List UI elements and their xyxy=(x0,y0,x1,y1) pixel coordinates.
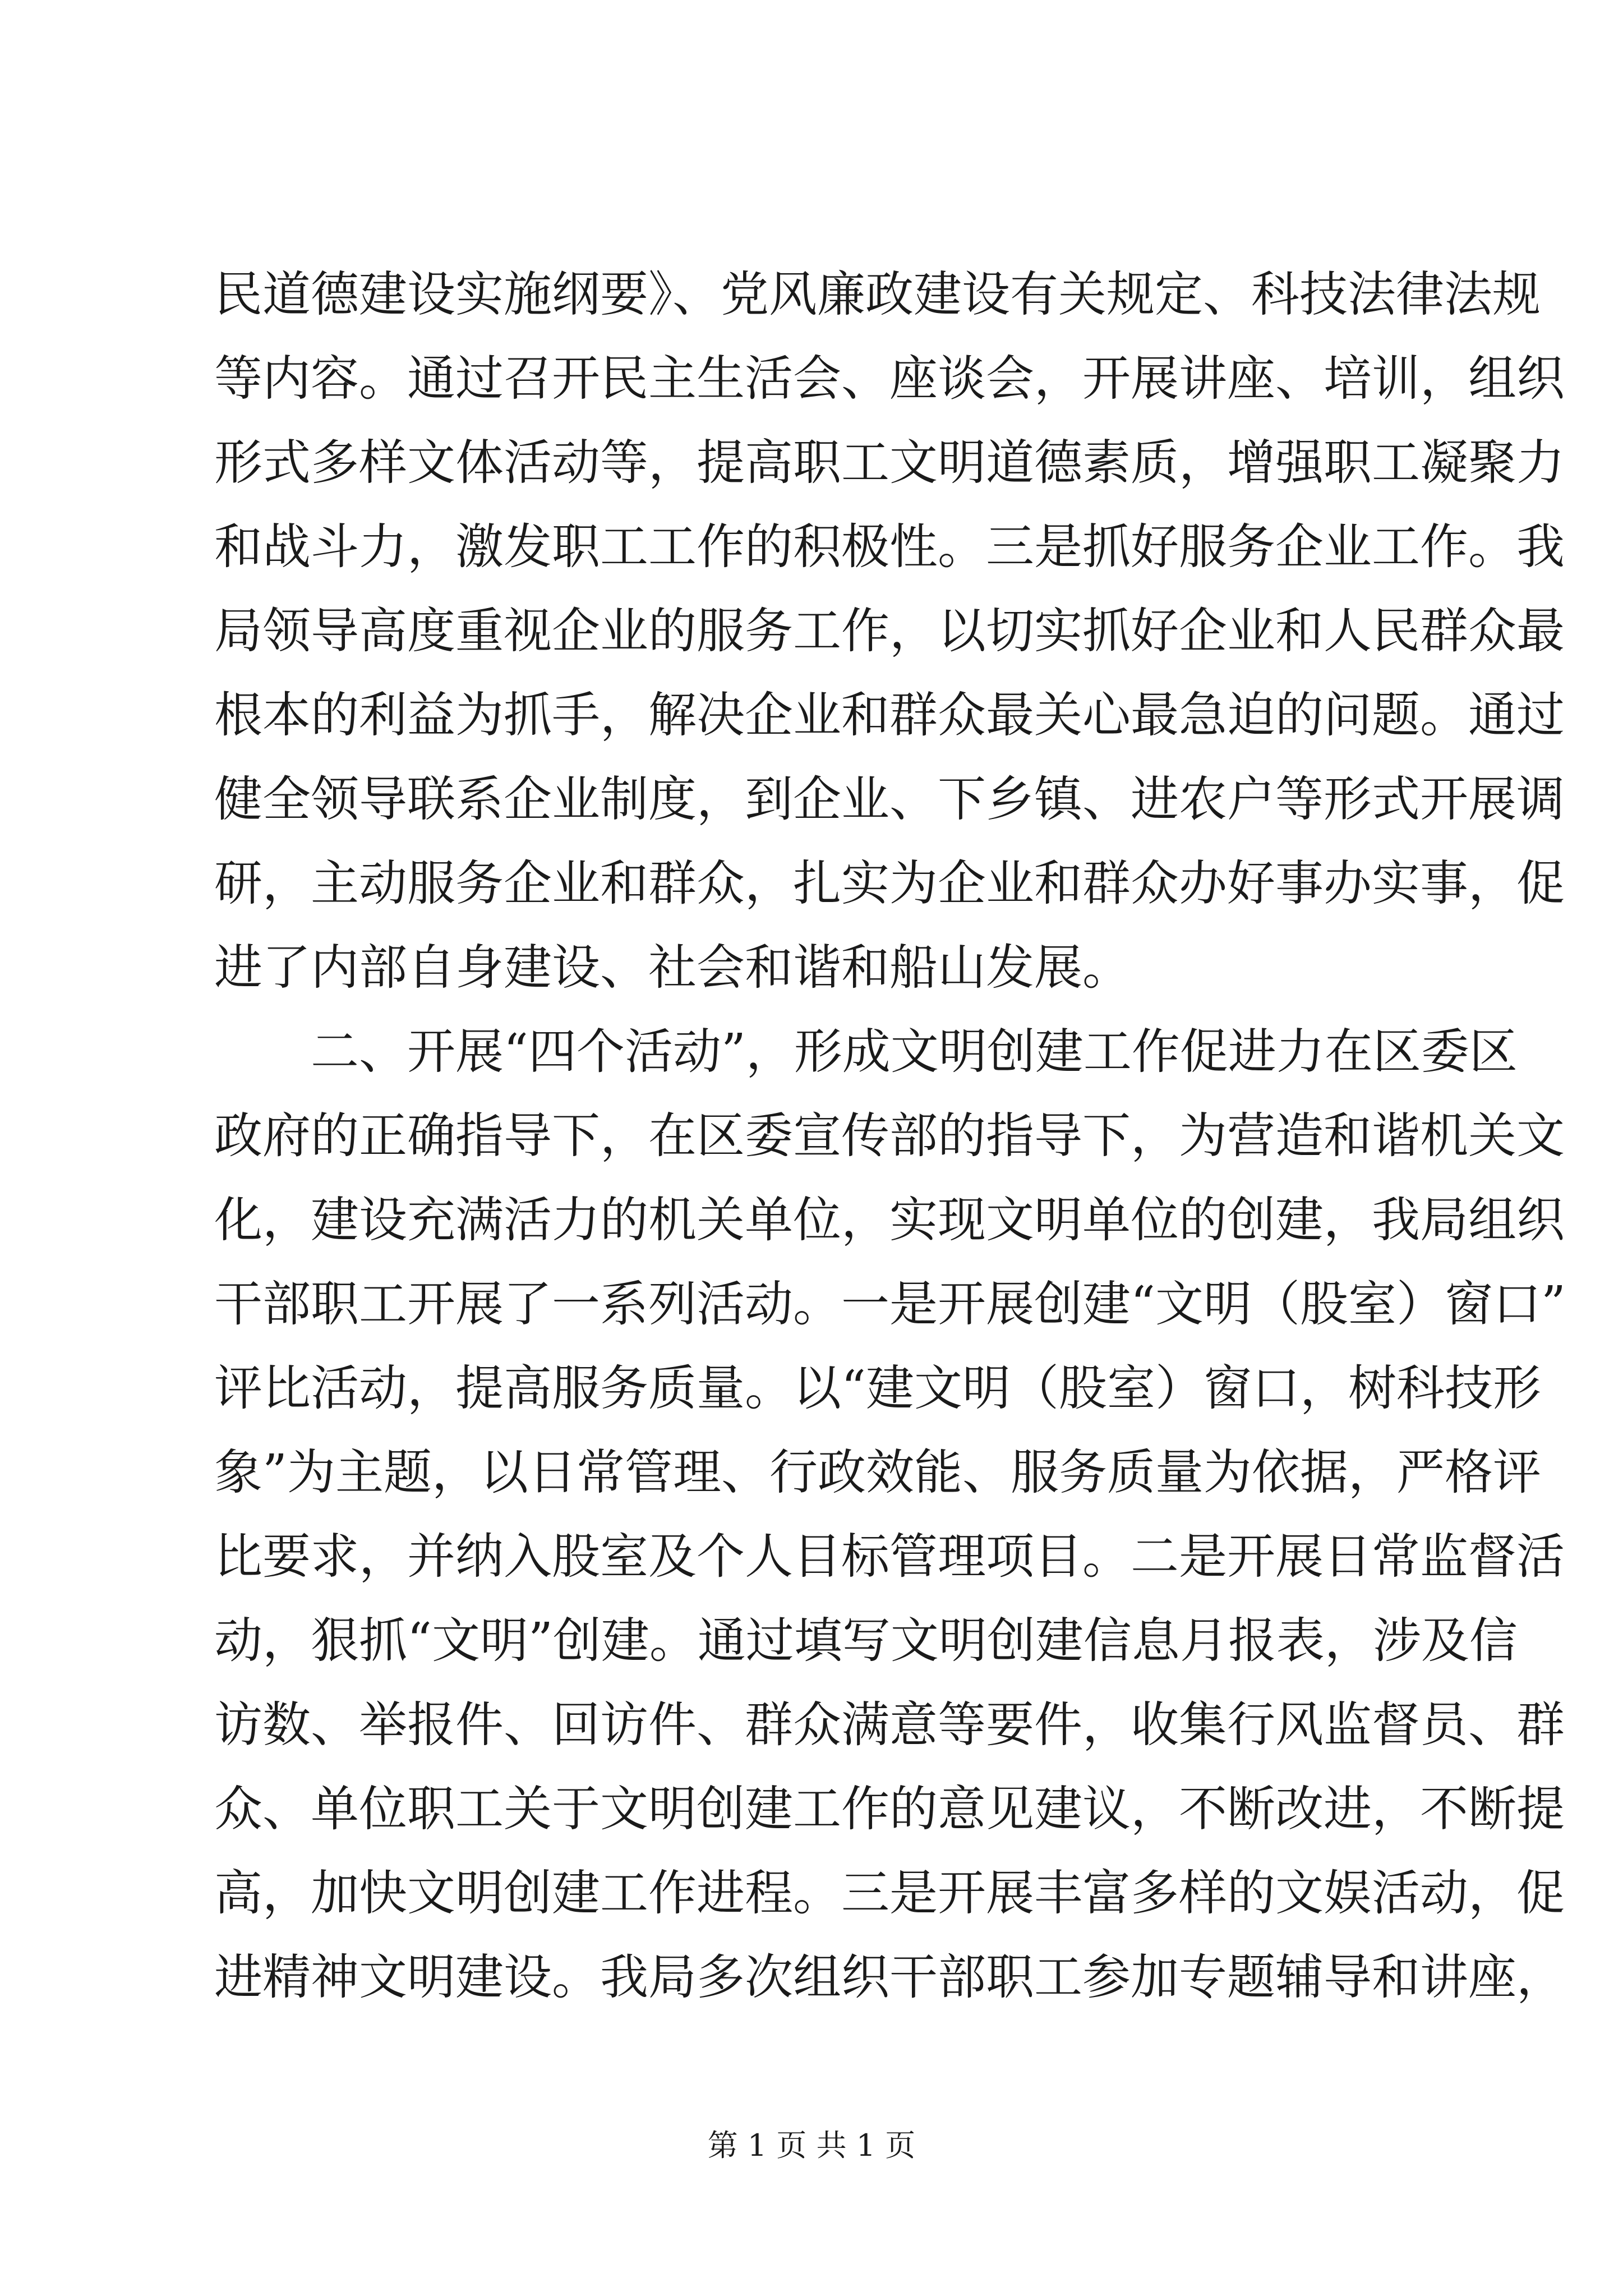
page-number-footer: 第 1 页 共 1 页 xyxy=(707,2128,916,2163)
body-line: 进精神文明建设。我局多次组织干部职工参加专题辅导和讲座， xyxy=(214,1949,1565,2005)
body-line: 进了内部自身建设、社会和谐和船山发展。 xyxy=(214,940,1131,996)
body-line: 众、单位职工关于文明创建工作的意见建议，不断改进，不断提 xyxy=(214,1781,1565,1837)
body-line: 等内容。通过召开民主生活会、座谈会，开展讲座、培训，组织 xyxy=(214,351,1565,407)
body-line: 化，建设充满活力的机关单位，实现文明单位的创建，我局组织 xyxy=(214,1192,1565,1248)
body-line: 比要求，并纳入股室及个人目标管理项目。二是开展日常监督活 xyxy=(214,1529,1565,1585)
body-line: 动，狠抓“文明”创建。通过填写文明创建信息月报表，涉及信 xyxy=(214,1613,1518,1669)
body-line: 访数、举报件、回访件、群众满意等要件，收集行风监督员、群 xyxy=(214,1697,1565,1753)
body-line: 根本的利益为抓手，解决企业和群众最关心最急迫的问题。通过 xyxy=(214,687,1565,743)
body-line: 研，主动服务企业和群众，扎实为企业和群众办好事办实事，促 xyxy=(214,855,1565,912)
body-line: 和战斗力，激发职工工作的积极性。三是抓好服务企业工作。我 xyxy=(214,519,1565,575)
body-line: 象”为主题，以日常管理、行政效能、服务质量为依据，严格评 xyxy=(214,1444,1541,1501)
body-line: 干部职工开展了一系列活动。一是开展创建“文明（股室）窗口” xyxy=(214,1276,1566,1332)
body-line: 健全领导联系企业制度，到企业、下乡镇、进农户等形式开展调 xyxy=(214,771,1565,827)
body-line: 形式多样文体活动等，提高职工文明道德素质，增强职工凝聚力 xyxy=(214,435,1565,491)
body-line: 民道德建设实施纲要》、党风廉政建设有关规定、科技法律法规 xyxy=(214,266,1541,323)
body-line: 局领导高度重视企业的服务工作，以切实抓好企业和人民群众最 xyxy=(214,603,1565,659)
body-line: 政府的正确指导下，在区委宣传部的指导下，为营造和谐机关文 xyxy=(214,1108,1565,1164)
body-line: 高，加快文明创建工作进程。三是开展丰富多样的文娱活动，促 xyxy=(214,1865,1565,1921)
section-heading-line: 二、开展“四个活动”，形成文明创建工作促进力在区委区 xyxy=(311,1024,1518,1080)
document-body xyxy=(214,252,1566,2019)
body-line: 评比活动，提高服务质量。以“建文明（股室）窗口，树科技形 xyxy=(214,1360,1541,1416)
